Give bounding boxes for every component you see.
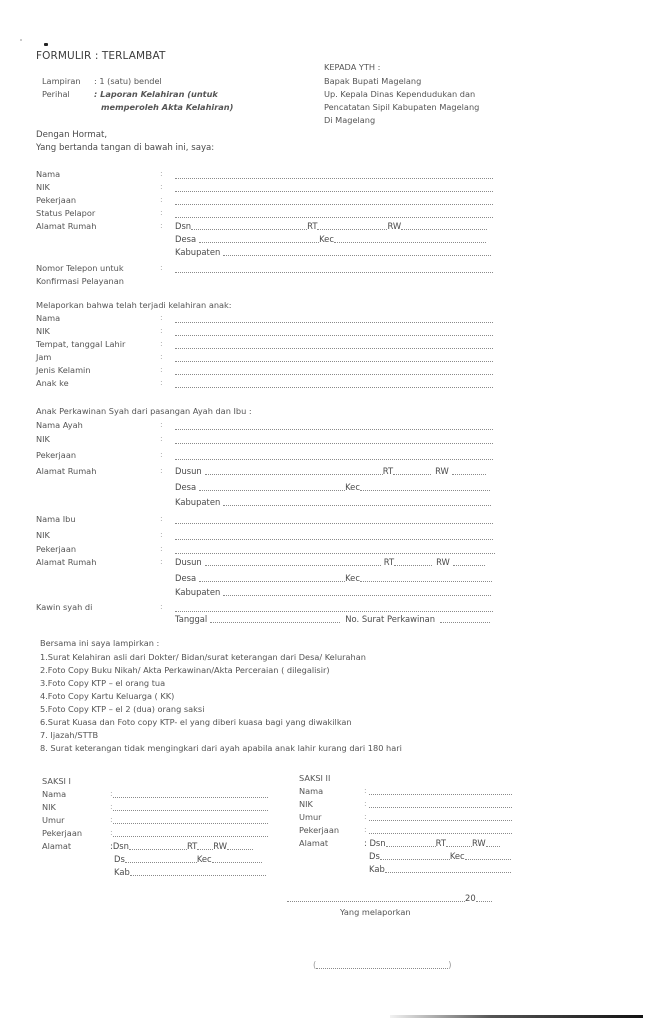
- witness-label: Nama: [299, 786, 324, 796]
- mother-kec-input[interactable]: [360, 581, 492, 582]
- colon: :: [160, 466, 163, 475]
- rw-label: RW: [435, 466, 449, 476]
- year-input[interactable]: [476, 901, 492, 902]
- reporter-address-row-3: [175, 247, 491, 258]
- colon: :: [160, 221, 163, 230]
- witness-1-title: SAKSI I: [42, 776, 71, 786]
- colon: :: [160, 530, 163, 539]
- mother-address-row-3: [175, 587, 491, 598]
- recipient-line: Up. Kepala Dinas Kependudukan dan: [324, 89, 476, 99]
- lampiran-value: : 1 (satu) bendel: [94, 76, 162, 86]
- father-rw-input[interactable]: [452, 474, 486, 475]
- dsn-label: Dsn: [369, 838, 386, 848]
- perihal-value-cont: memperoleh Akta Kelahiran): [101, 102, 234, 112]
- attachment-item: 1.Surat Kelahiran asli dari Dokter/ Bidan/surat keterangan dari Desa/ Kelurahan: [40, 652, 366, 662]
- ds-label: Ds: [114, 854, 125, 864]
- kabupaten-label: Kabupaten: [175, 497, 221, 507]
- witness-1-age-input[interactable]: [113, 823, 268, 824]
- child-label: Anak ke: [36, 378, 69, 388]
- witness-1-kab-input[interactable]: [130, 875, 266, 876]
- kec-label: Kec: [449, 851, 465, 861]
- witness-label: Nama: [42, 789, 67, 799]
- colon: :: [160, 313, 163, 322]
- colon: :: [160, 326, 163, 335]
- father-label: Alamat Rumah: [36, 466, 97, 476]
- rw-label: RW: [436, 557, 450, 567]
- kec-label: Kec: [196, 854, 212, 864]
- mother-label: Nama Ibu: [36, 514, 76, 524]
- witness-1-dsn-input[interactable]: [129, 849, 187, 850]
- witness-label: Pekerjaan: [42, 828, 83, 838]
- kab-label: Kab: [114, 867, 130, 877]
- rt-label: RT: [383, 557, 395, 567]
- witness-1-ds-input[interactable]: [125, 862, 197, 863]
- reporter-address-row-1: [175, 221, 487, 232]
- attachment-item: 6.Surat Kuasa dan Foto copy KTP- el yang diberi kuasa bagi yang diwakilkan: [40, 717, 352, 727]
- child-label: Jenis Kelamin: [36, 365, 91, 375]
- colon: :: [160, 378, 163, 387]
- married-at-label: Kawin syah di: [36, 602, 93, 612]
- colon: :: [110, 815, 113, 824]
- field-label-nama: Nama: [36, 169, 61, 179]
- desa-label: Desa: [175, 482, 197, 492]
- colon: :: [110, 828, 113, 837]
- parents-intro: Anak Perkawinan Syah dari pasangan Ayah dan Ibu :: [36, 406, 252, 416]
- father-desa-input[interactable]: [199, 490, 345, 491]
- dusun-label: Dusun: [175, 557, 202, 567]
- reporter-dsn-input[interactable]: [191, 229, 307, 230]
- witness-2-ds-input[interactable]: [380, 859, 450, 860]
- field-label-nik: NIK: [36, 182, 50, 192]
- dsn-label: :: [110, 841, 113, 851]
- colon: :: [160, 450, 163, 459]
- witness-1-address-row-2: [114, 854, 262, 865]
- year-prefix: 20: [465, 893, 476, 903]
- marriage-date-row: [175, 614, 490, 625]
- child-name-input[interactable]: [175, 322, 493, 323]
- rw-label: RW: [387, 221, 402, 231]
- mother-kabupaten-input[interactable]: [223, 595, 491, 596]
- witness-1-name-input[interactable]: [113, 797, 268, 798]
- perihal-value: : Laporan Kelahiran (untuk: [94, 89, 218, 99]
- date-label: Tanggal: [175, 614, 208, 624]
- recipient-line: KEPADA YTH :: [324, 62, 381, 72]
- kec-label: Kec: [345, 482, 360, 492]
- reporter-job-input[interactable]: [175, 204, 493, 205]
- witness-2-kec-input[interactable]: [465, 859, 511, 860]
- scan-edge-line: [390, 1015, 643, 1018]
- desa-label: Desa: [175, 234, 197, 244]
- father-kabupaten-input[interactable]: [223, 505, 491, 506]
- child-intro: Melaporkan bahwa telah terjadi kelahiran anak:: [36, 300, 232, 310]
- reporter-kabupaten-input[interactable]: [223, 255, 491, 256]
- colon: :: [160, 195, 163, 204]
- colon: :: [160, 365, 163, 374]
- attachment-item: 5.Foto Copy KTP – el 2 (dua) orang saksi: [40, 704, 205, 714]
- witness-1-kec-input[interactable]: [212, 862, 262, 863]
- reporter-signature-label: Yang melaporkan: [340, 907, 411, 917]
- colon: :: [160, 339, 163, 348]
- father-address-row-3: [175, 497, 491, 508]
- close-paren: ): [448, 960, 452, 970]
- colon: :: [160, 263, 163, 272]
- father-label: Nama Ayah: [36, 420, 83, 430]
- reporter-kec-input[interactable]: [334, 242, 486, 243]
- father-address-row-1: [175, 466, 486, 477]
- kabupaten-label: Kabupaten: [175, 247, 221, 257]
- witness-label: Alamat: [299, 838, 329, 848]
- reporter-rt-input[interactable]: [317, 229, 387, 230]
- scan-mark: [44, 43, 48, 46]
- mother-nik-input[interactable]: [175, 539, 493, 540]
- witness-label: Pekerjaan: [299, 825, 340, 835]
- kec-label: Kec: [345, 573, 360, 583]
- kab-label: Kab: [369, 864, 385, 874]
- witness-label: NIK: [299, 799, 313, 809]
- reporter-status-input[interactable]: [175, 217, 493, 218]
- child-gender-input[interactable]: [175, 374, 493, 375]
- witness-2-address-row-2: [369, 851, 511, 862]
- mother-job-input[interactable]: [175, 553, 495, 554]
- father-name-input[interactable]: [175, 429, 493, 430]
- colon: :: [160, 434, 163, 443]
- field-label-alamat: Alamat Rumah: [36, 221, 97, 231]
- open-paren: (: [313, 960, 317, 970]
- colon: :: [364, 812, 367, 821]
- father-dusun-input[interactable]: [205, 474, 383, 475]
- attachment-item: 2.Foto Copy Buku Nikah/ Akta Perkawinan/Akta Perceraian ( dilegalisir): [40, 665, 330, 675]
- greeting-line: Dengan Hormat,: [36, 130, 108, 140]
- lampiran-label: Lampiran: [42, 76, 81, 86]
- reporter-desa-input[interactable]: [199, 242, 319, 243]
- scan-speck: [20, 39, 22, 41]
- field-label-status: Status Pelapor: [36, 208, 96, 218]
- dusun-label: Dusun: [175, 466, 202, 476]
- marriage-cert-input[interactable]: [440, 622, 490, 623]
- form-title: FORMULIR : TERLAMBAT: [36, 50, 166, 62]
- marriage-cert-label: No. Surat Perkawinan: [345, 614, 436, 624]
- mother-label: NIK: [36, 530, 50, 540]
- child-label: Nama: [36, 313, 61, 323]
- attachments-intro: Bersama ini saya lampirkan :: [40, 638, 160, 648]
- colon: :: [160, 208, 163, 217]
- attachment-item: 3.Foto Copy KTP – el orang tua: [40, 678, 166, 688]
- colon: :: [160, 420, 163, 429]
- desa-label: Desa: [175, 573, 197, 583]
- child-nik-input[interactable]: [175, 335, 493, 336]
- rw-label: RW: [213, 841, 228, 851]
- attachment-item: 8. Surat keterangan tidak mengingkari dari ayah apabila anak lahir kurang dari 180 hari: [40, 743, 402, 753]
- witness-2-address-row-1: [364, 838, 500, 849]
- child-label: Jam: [36, 352, 52, 362]
- perihal-label: Perihal: [42, 89, 70, 99]
- attachment-item: 4.Foto Copy Kartu Keluarga ( KK): [40, 691, 175, 701]
- child-label: Tempat, tanggal Lahir: [36, 339, 126, 349]
- field-label-pekerjaan: Pekerjaan: [36, 195, 77, 205]
- witness-1-rt-input[interactable]: [197, 849, 213, 850]
- greeting-line: Yang bertanda tangan di bawah ini, saya:: [36, 143, 215, 153]
- father-nik-input[interactable]: [175, 443, 493, 444]
- father-rt-input[interactable]: [393, 474, 431, 475]
- dsn-label: Dsn: [112, 841, 129, 851]
- witness-label: Umur: [42, 815, 65, 825]
- mother-address-row-1: [175, 557, 485, 568]
- colon: :: [160, 182, 163, 191]
- place-date-row: [287, 893, 492, 904]
- rw-label: RW: [471, 838, 486, 848]
- mother-dusun-input[interactable]: [205, 565, 381, 566]
- recipient-line: Pencatatan Sipil Kabupaten Magelang: [324, 102, 480, 112]
- place-date-input[interactable]: [287, 901, 465, 902]
- mother-label: Alamat Rumah: [36, 557, 97, 567]
- father-job-input[interactable]: [175, 459, 493, 460]
- attachment-item: 7. Ijazah/STTB: [40, 730, 99, 740]
- witness-2-name-input[interactable]: [369, 794, 512, 795]
- marriage-date-input[interactable]: [210, 622, 340, 623]
- reporter-rw-input[interactable]: [401, 229, 487, 230]
- witness-2-address-row-3: [369, 864, 511, 875]
- witness-2-job-input[interactable]: [369, 833, 512, 834]
- witness-2-rw-input[interactable]: [486, 846, 500, 847]
- mother-rw-input[interactable]: [453, 565, 485, 566]
- child-order-input[interactable]: [175, 387, 493, 388]
- signature-name-row: [313, 960, 452, 971]
- witness-2-rt-input[interactable]: [446, 846, 472, 847]
- reporter-address-row-2: [175, 234, 486, 245]
- reporter-name-input[interactable]: [175, 178, 493, 179]
- colon: :: [110, 802, 113, 811]
- mother-rt-input[interactable]: [394, 565, 432, 566]
- father-label: NIK: [36, 434, 50, 444]
- witness-1-address-row-3: [114, 867, 266, 878]
- witness-2-kab-input[interactable]: [385, 872, 511, 873]
- reporter-nik-input[interactable]: [175, 191, 493, 192]
- colon: :: [160, 169, 163, 178]
- recipient-line: Di Magelang: [324, 115, 376, 125]
- witness-1-nik-input[interactable]: [113, 810, 268, 811]
- mother-address-row-2: [175, 573, 492, 584]
- rt-label: RT: [435, 838, 446, 848]
- colon: :: [110, 789, 113, 798]
- dsn-label: Dsn: [175, 221, 192, 231]
- ds-label: Ds: [369, 851, 380, 861]
- colon: :: [364, 786, 367, 795]
- witness-label: Alamat: [42, 841, 72, 851]
- witness-1-address-row-1: [110, 841, 253, 852]
- colon: :: [160, 557, 163, 566]
- colon: :: [364, 799, 367, 808]
- rt-label: RT: [382, 466, 394, 476]
- witness-2-nik-input[interactable]: [369, 807, 512, 808]
- witness-label: Umur: [299, 812, 322, 822]
- child-time-input[interactable]: [175, 361, 493, 362]
- rt-label: RT: [186, 841, 198, 851]
- father-address-row-2: [175, 482, 490, 493]
- witness-label: NIK: [42, 802, 56, 812]
- child-label: NIK: [36, 326, 50, 336]
- colon: :: [160, 352, 163, 361]
- witness-1-rw-input[interactable]: [227, 849, 253, 850]
- rt-label: RT: [307, 221, 318, 231]
- mother-name-input[interactable]: [175, 523, 493, 524]
- father-label: Pekerjaan: [36, 450, 77, 460]
- mother-label: Pekerjaan: [36, 544, 77, 554]
- kabupaten-label: Kabupaten: [175, 587, 221, 597]
- recipient-line: Bapak Bupati Magelang: [324, 76, 422, 86]
- kec-label: Kec: [319, 234, 334, 244]
- reporter-phone-input[interactable]: [175, 272, 493, 273]
- father-kec-input[interactable]: [360, 490, 490, 491]
- colon: :: [160, 514, 163, 523]
- child-birthplace-date-input[interactable]: [175, 348, 493, 349]
- witness-2-dsn-input[interactable]: [386, 846, 436, 847]
- colon: :: [364, 825, 367, 834]
- colon: :: [364, 838, 370, 848]
- witness-1-job-input[interactable]: [113, 836, 268, 837]
- colon: :: [160, 602, 163, 611]
- field-label-phone-cont: Konfirmasi Pelayanan: [36, 276, 124, 286]
- colon: :: [160, 544, 163, 553]
- signature-name-input[interactable]: [316, 968, 448, 969]
- married-at-input[interactable]: [175, 611, 493, 612]
- witness-2-title: SAKSI II: [299, 773, 331, 783]
- field-label-phone: Nomor Telepon untuk: [36, 263, 124, 273]
- witness-2-age-input[interactable]: [369, 820, 512, 821]
- mother-desa-input[interactable]: [199, 581, 345, 582]
